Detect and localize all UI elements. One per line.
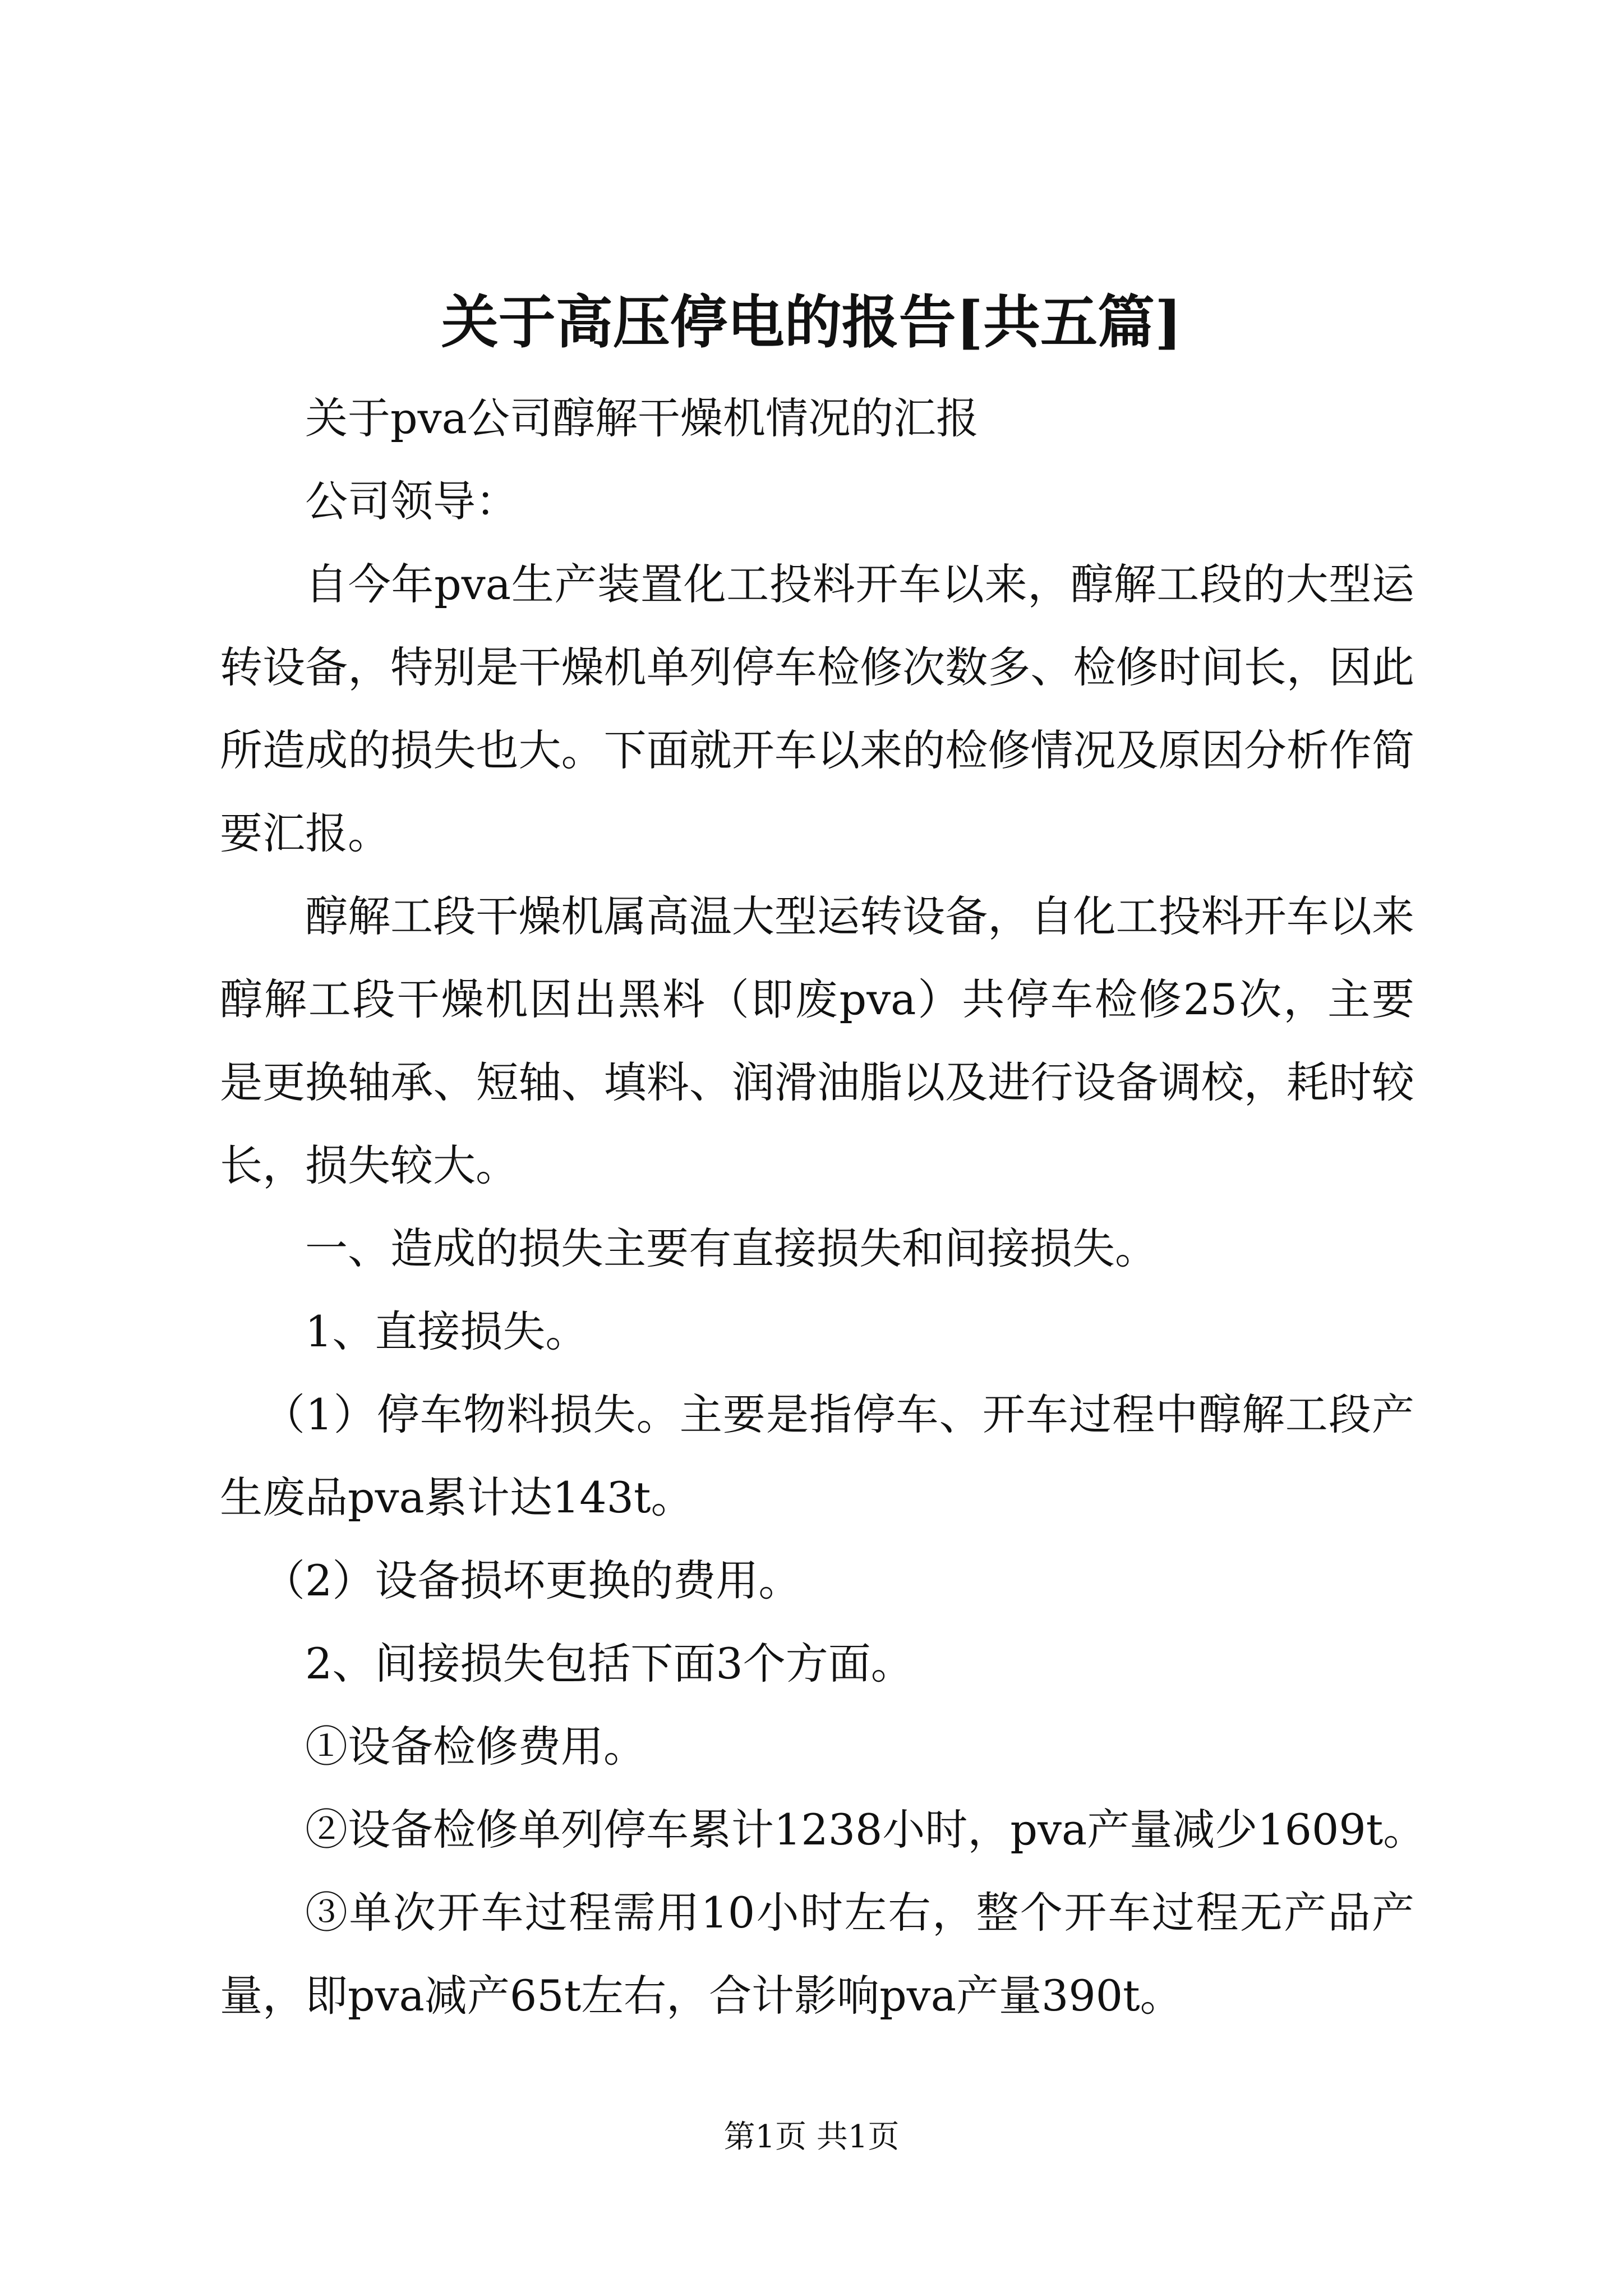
paragraph-indirect-loss: 2、间接损失包括下面3个方面。 (305, 1639, 914, 1688)
paragraph-circled-2: ②设备检修单列停车累计1238小时，pva产量减少1609t。 (305, 1805, 1426, 1855)
document-body (220, 377, 1426, 2037)
paragraph-section-1: 一、造成的损失主要有直接损失和间接损失。 (305, 1223, 1158, 1273)
paragraph-subtitle: 关于pva公司醇解干燥机情况的汇报 (305, 393, 979, 443)
document-title: 关于高压停电的报告[共五篇] (441, 289, 1182, 356)
paragraph-item-2: （2）设备损坏更换的费用。 (262, 1556, 801, 1605)
paragraph-intro: 自今年pva生产装置化工投料开车以来，醇解工段的大型运转设备，特别是干燥机单列停车检修次数多、检修时间长，因此所造成的损失也大。下面就开车以来的检修情况及原因分析作简要汇报。 (220, 559, 1414, 858)
page-footer: 第1页 共1页 (723, 2119, 900, 2155)
paragraph-direct-loss: 1、直接损失。 (305, 1306, 588, 1356)
paragraph-item-1: （1）停车物料损失。主要是指停车、开车过程中醇解工段产生废品pva累计达143t。 (220, 1389, 1414, 1522)
paragraph-circled-1: ①设备检修费用。 (305, 1722, 646, 1772)
paragraph-circled-3: ③单次开车过程需用10小时左右，整个开车过程无产品产量，即pva减产65t左右，合计影响pva产量390t。 (220, 1888, 1414, 2021)
paragraph-salutation: 公司领导： (305, 476, 518, 526)
paragraph-overview: 醇解工段干燥机属高温大型运转设备，自化工投料开车以来醇解工段干燥机因出黑料（即废pva）共停车检修25次，主要是更换轴承、短轴、填料、润滑油脂以及进行设备调校，耗时较长，损失较大。 (220, 891, 1414, 1190)
